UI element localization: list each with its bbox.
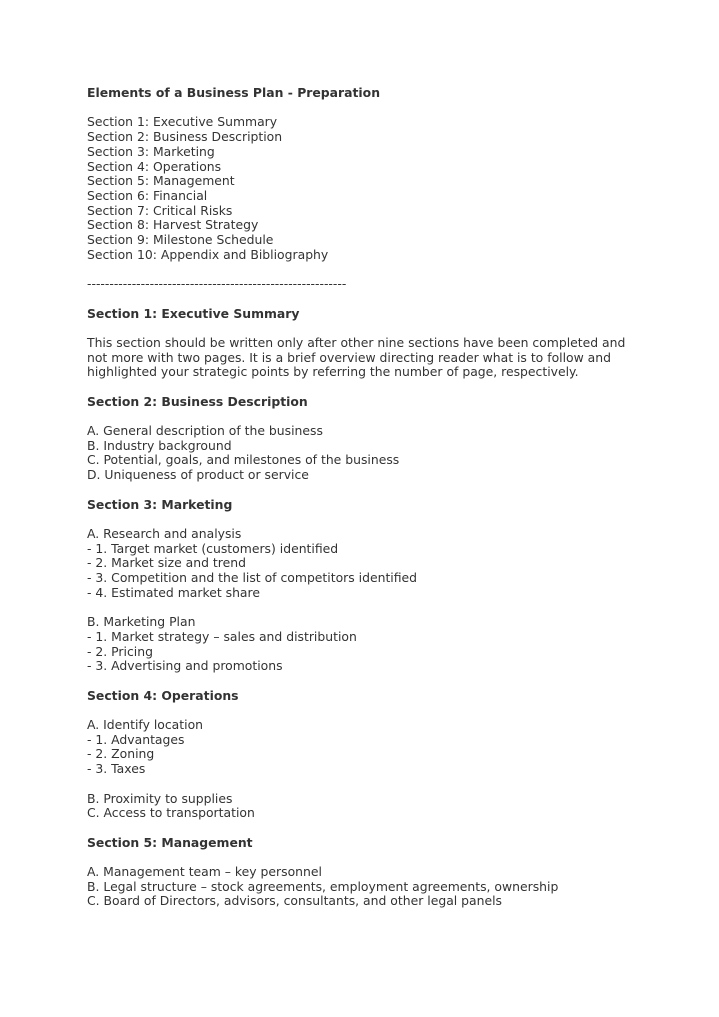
list-item: B. Proximity to supplies — [87, 790, 233, 806]
paragraph-line: not more with two pages. It is a brief overview directing reader what is to follow and — [87, 349, 611, 365]
spacer — [87, 777, 687, 792]
list-item: B. Legal structure – stock agreements, employment agreements, ownership — [87, 878, 559, 894]
spacer — [87, 321, 687, 336]
list-item: - 2. Market size and trend — [87, 555, 246, 571]
list-item: - 1. Market strategy – sales and distribution — [87, 628, 357, 644]
list-item: C. Board of Directors, advisors, consultants, and other legal panels — [87, 893, 502, 909]
list-item: D. Uniqueness of product or service — [87, 467, 309, 483]
list-item: - 2. Zoning — [87, 746, 155, 762]
toc-item: Section 2: Business Description — [87, 129, 283, 145]
spacer — [87, 409, 687, 424]
spacer — [87, 483, 687, 498]
section-3-marketing-plan-list — [87, 615, 687, 674]
section-5-heading: Section 5: Management — [87, 834, 253, 850]
spacer — [87, 674, 687, 689]
toc-item: Section 5: Management — [87, 173, 235, 189]
list-item: - 3. Taxes — [87, 761, 146, 777]
section-5-list — [87, 865, 687, 909]
paragraph-line: This section should be written only after other nine sections have been completed and — [87, 334, 626, 350]
list-item: B. Marketing Plan — [87, 614, 196, 630]
toc-item: Section 6: Financial — [87, 187, 208, 203]
toc-item: Section 7: Critical Risks — [87, 202, 233, 218]
spacer — [87, 380, 687, 395]
dashed-divider: ---------------------------------------------------------- — [87, 276, 347, 292]
toc-item: Section 9: Milestone Schedule — [87, 232, 274, 248]
list-item: - 2. Pricing — [87, 643, 153, 659]
spacer — [87, 512, 687, 527]
spacer — [87, 821, 687, 836]
list-item: - 3. Competition and the list of competitors identified — [87, 570, 418, 586]
section-4-heading: Section 4: Operations — [87, 687, 239, 703]
spacer — [87, 703, 687, 718]
list-item: A. General description of the business — [87, 423, 323, 439]
toc-item: Section 4: Operations — [87, 158, 222, 174]
document-title: Elements of a Business Plan - Preparation — [87, 85, 381, 100]
section-2-list — [87, 424, 687, 483]
section-1-heading: Section 1: Executive Summary — [87, 305, 300, 321]
table-of-contents — [87, 115, 687, 262]
list-item: A. Management team – key personnel — [87, 864, 322, 880]
list-item: - 3. Advertising and promotions — [87, 658, 283, 674]
section-1-paragraph — [87, 336, 687, 380]
list-item: - 4. Estimated market share — [87, 584, 260, 600]
spacer — [87, 600, 687, 615]
toc-item: Section 8: Harvest Strategy — [87, 217, 259, 233]
section-4-access-list — [87, 792, 687, 821]
list-item: A. Research and analysis — [87, 525, 242, 541]
spacer — [87, 850, 687, 865]
list-item: - 1. Target market (customers) identified — [87, 540, 339, 556]
section-4-location-list — [87, 718, 687, 777]
section-2-heading: Section 2: Business Description — [87, 393, 308, 409]
section-3-heading: Section 3: Marketing — [87, 496, 233, 512]
toc-item: Section 1: Executive Summary — [87, 114, 278, 130]
document-page — [87, 86, 687, 909]
list-item: C. Access to transportation — [87, 805, 255, 821]
spacer — [87, 101, 687, 116]
list-item: - 1. Advantages — [87, 731, 185, 747]
section-3-research-list — [87, 527, 687, 601]
paragraph-line: highlighted your strategic points by referring the number of page, respectively. — [87, 364, 579, 380]
list-item: C. Potential, goals, and milestones of the business — [87, 452, 400, 468]
spacer — [87, 262, 687, 277]
toc-item: Section 10: Appendix and Bibliography — [87, 246, 329, 262]
list-item: B. Industry background — [87, 437, 232, 453]
spacer — [87, 292, 687, 307]
toc-item: Section 3: Marketing — [87, 143, 215, 159]
list-item: A. Identify location — [87, 717, 204, 733]
